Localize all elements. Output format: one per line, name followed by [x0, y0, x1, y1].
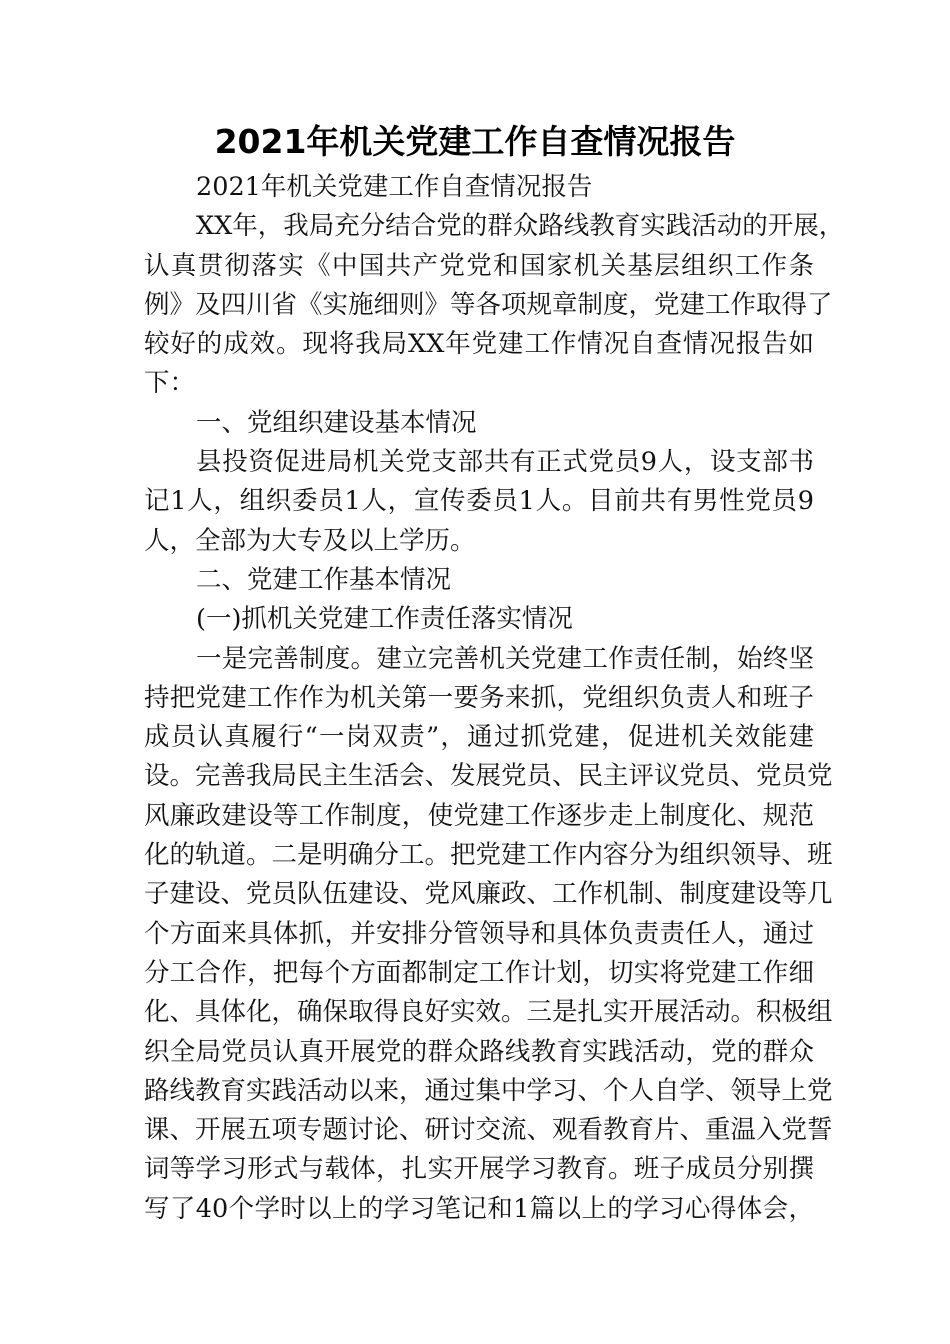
text-line: 化的轨道。二是明确分工。把党建工作内容分为组织领导、班 — [144, 840, 833, 871]
text-line: 织全局党员认真开展党的群众路线教育实践活动，党的群众 — [144, 1036, 814, 1067]
text-line: 例》及四川省《实施细则》等各项规章制度，党建工作取得了 — [144, 289, 833, 320]
text-line: XX年，我局充分结合党的群众路线教育实践活动的开展， — [196, 211, 845, 242]
text-line: 认真贯彻落实《中国共产党党和国家机关基层组织工作条 — [144, 250, 814, 281]
text-line: 设。完善我局民主生活会、发展党员、民主评议党员、党员党 — [144, 761, 833, 792]
text-line: 分工合作，把每个方面都制定工作计划，切实将党建工作细 — [144, 957, 814, 988]
text-line: 持把党建工作作为机关第一要务来抓，党组织负责人和班子 — [144, 682, 814, 713]
text-line: 成员认真履行“一岗双责”，通过抓党建，促进机关效能建 — [144, 722, 814, 753]
text-line: 二、党建工作基本情况 — [196, 564, 452, 595]
text-line: 2021年机关党建工作自查情况报告 — [196, 172, 593, 202]
text-line: 较好的成效。现将我局XX年党建工作情况自查情况报告如 — [144, 329, 814, 360]
text-line: 下： — [144, 368, 196, 399]
text-line: 个方面来具体抓，并安排分管领导和具体负责责任人，通过 — [144, 918, 814, 949]
text-line: 记1人，组织委员1人，宣传委员1人。目前共有男性党员9 — [144, 486, 814, 517]
text-line: 一、党组织建设基本情况 — [196, 407, 477, 438]
text-line: 子建设、党员队伍建设、党风廉政、工作机制、制度建设等几 — [144, 879, 833, 910]
text-line: 写了40个学时以上的学习笔记和1篇以上的学习心得体会， — [144, 1193, 814, 1224]
text-line: 县投资促进局机关党支部共有正式党员9人，设支部书 — [196, 447, 814, 478]
text-line: 词等学习形式与载体，扎实开展学习教育。班子成员分别撰 — [144, 1154, 814, 1185]
text-line: 风廉政建设等工作制度，使党建工作逐步走上制度化、规范 — [144, 800, 814, 831]
text-line: 课、开展五项专题讨论、研讨交流、观看教育片、重温入党誓 — [144, 1115, 833, 1146]
text-line: 化、具体化，确保取得良好实效。三是扎实开展活动。积极组 — [144, 997, 833, 1028]
text-line: 人，全部为大专及以上学历。 — [144, 525, 476, 556]
text-line: 一是完善制度。建立完善机关党建工作责任制，始终坚 — [196, 643, 814, 674]
document-title: 2021年机关党建工作自查情况报告 — [214, 122, 736, 161]
document-body — [144, 168, 845, 1229]
text-line: 路线教育实践活动以来，通过集中学习、个人自学、领导上党 — [144, 1075, 833, 1106]
text-line: (一)抓机关党建工作责任落实情况 — [196, 604, 573, 635]
